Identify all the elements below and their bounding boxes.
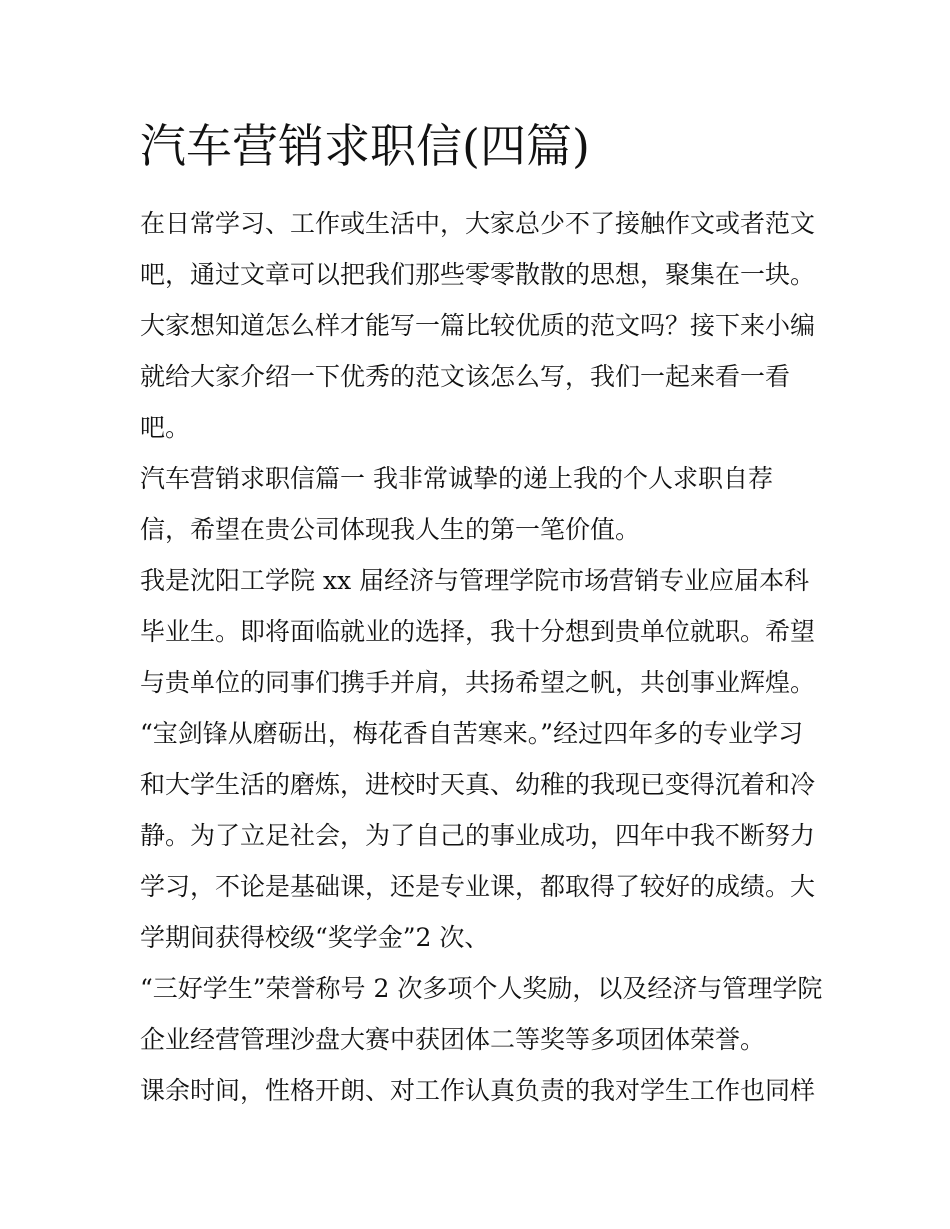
document-body bbox=[140, 198, 823, 1116]
body-line: 信，希望在贵公司体现我人生的第一笔价值。 bbox=[140, 515, 641, 544]
body-line: 学期间获得校级“奖学金”2 次、 bbox=[140, 923, 490, 952]
body-line: “三好学生”荣誉称号 2 次多项个人奖励，以及经济与管理学院 bbox=[140, 974, 823, 1003]
body-line: 静。为了立足社会，为了自己的事业成功，四年中我不断努力 bbox=[140, 821, 816, 850]
body-line: 汽车营销求职信篇一 我非常诚挚的递上我的个人求职自荐 bbox=[140, 464, 773, 493]
body-line: 大家想知道怎么样才能写一篇比较优质的范文吗？接下来小编 bbox=[140, 311, 816, 340]
body-line: 在日常学习、工作或生活中，大家总少不了接触作文或者范文 bbox=[140, 209, 816, 238]
body-line: 吧，通过文章可以把我们那些零零散散的思想，聚集在一块。 bbox=[140, 260, 816, 289]
document-title: 汽车营销求职信(四篇) bbox=[140, 119, 590, 173]
body-line: 课余时间，性格开朗、对工作认真负责的我对学生工作也同样 bbox=[140, 1076, 816, 1105]
body-line: 企业经营管理沙盘大赛中获团体二等奖等多项团体荣誉。 bbox=[140, 1025, 766, 1054]
body-line: 吧。 bbox=[140, 413, 191, 442]
body-line: 就给大家介绍一下优秀的范文该怎么写，我们一起来看一看 bbox=[140, 362, 791, 391]
body-line: 毕业生。即将面临就业的选择，我十分想到贵单位就职。希望 bbox=[140, 617, 816, 646]
body-line: “宝剑锋从磨砺出，梅花香自苦寒来。”经过四年多的专业学习 bbox=[140, 719, 804, 748]
body-line: 和大学生活的磨炼，进校时天真、幼稚的我现已变得沉着和冷 bbox=[140, 770, 816, 799]
body-line: 学习，不论是基础课，还是专业课，都取得了较好的成绩。大 bbox=[140, 872, 816, 901]
body-line: 与贵单位的同事们携手并肩，共扬希望之帆，共创事业辉煌。 bbox=[140, 668, 816, 697]
body-line: 我是沈阳工学院 xx 届经济与管理学院市场营销专业应届本科 bbox=[140, 566, 810, 595]
